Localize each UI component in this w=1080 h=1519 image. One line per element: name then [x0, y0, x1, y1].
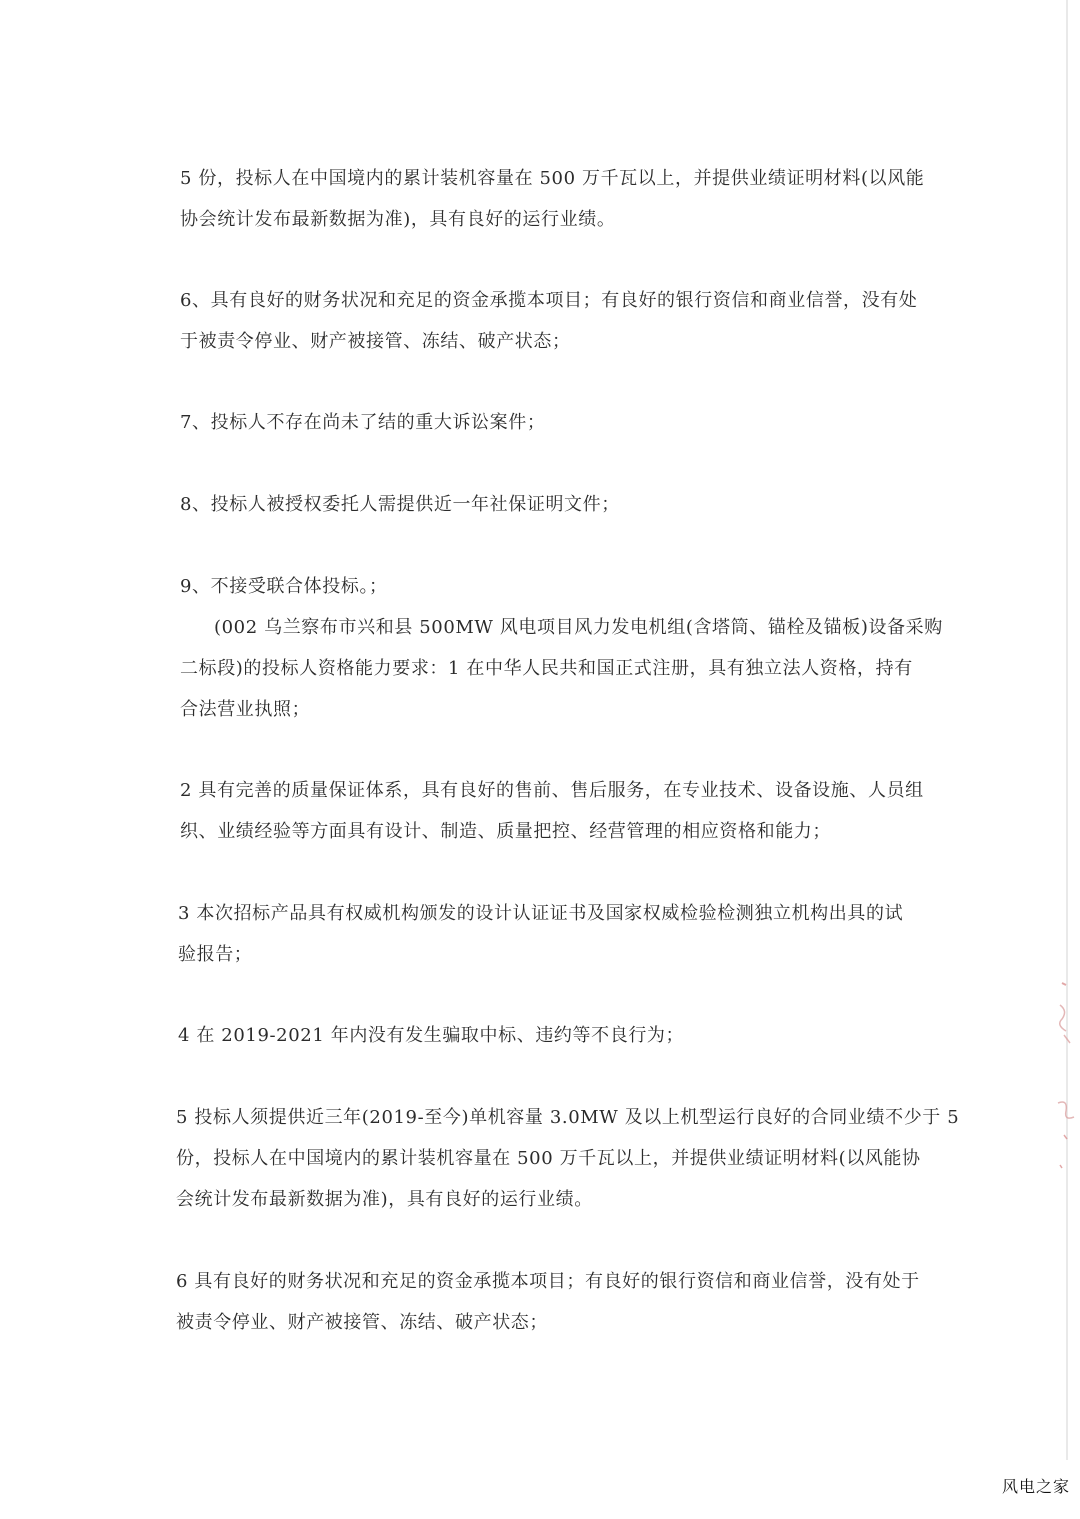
paragraph-p3: [180, 402, 545, 443]
text-line: 4 在 2019-2021 年内没有发生骗取中标、违约等不良行为；: [178, 1025, 685, 1046]
paragraph-p10: [176, 1097, 959, 1220]
page-edge-shadow: [1066, 0, 1068, 1460]
text-line: 6、具有良好的财务状况和充足的资金承揽本项目；有良好的银行资信和商业信誉，没有处: [180, 290, 918, 311]
text-line: 份，投标人在中国境内的累计装机容量在 500 万千瓦以上，并提供业绩证明材料(以风能协: [176, 1148, 921, 1169]
text-line: 于被责令停业、财产被接管、冻结、破产状态；: [180, 331, 571, 352]
paragraph-p2: [180, 280, 917, 362]
text-line: 8、投标人被授权委托人需提供近一年社保证明文件；: [180, 494, 620, 515]
paragraph-p1: [180, 158, 924, 240]
text-line: 6 具有良好的财务状况和充足的资金承揽本项目；有良好的银行资信和商业信誉，没有处于: [176, 1271, 920, 1292]
text-line: 协会统计发布最新数据为准)，具有良好的运行业绩。: [180, 209, 616, 230]
paragraph-p9: [178, 1015, 684, 1056]
text-line: 3 本次招标产品具有权威机构颁发的设计认证证书及国家权威检验检测独立机构出具的试: [178, 903, 904, 924]
text-line: 被责令停业、财产被接管、冻结、破产状态；: [176, 1312, 548, 1333]
paragraph-p11: [176, 1261, 920, 1343]
text-line: 5 投标人须提供近三年(2019-至今)单机容量 3.0MW 及以上机型运行良好的合同业绩不少于 5: [176, 1107, 960, 1128]
text-line: 验报告；: [178, 944, 253, 965]
text-line: 二标段)的投标人资格能力要求：1 在中华人民共和国正式注册，具有独立法人资格，持有: [180, 658, 913, 679]
paragraph-p7: [180, 770, 924, 852]
text-line: 会统计发布最新数据为准)，具有良好的运行业绩。: [176, 1189, 593, 1210]
text-line: 7、投标人不存在尚未了结的重大诉讼案件；: [180, 412, 546, 433]
paragraph-p4: [180, 484, 620, 525]
text-line: 2 具有完善的质量保证体系，具有良好的售前、售后服务，在专业技术、设备设施、人员组: [180, 780, 924, 801]
paragraph-p6: [180, 607, 943, 730]
text-line: 5 份，投标人在中国境内的累计装机容量在 500 万千瓦以上，并提供业绩证明材料(以风能: [180, 168, 925, 189]
text-line: (002 乌兰察布市兴和县 500MW 风电项目风力发电机组(含塔筒、锚栓及锚板)设备采购: [214, 617, 943, 638]
text-line: 9、不接受联合体投标。；: [180, 576, 388, 597]
seal-bleed-mark: [1050, 975, 1080, 1175]
text-line: 合法营业执照；: [180, 699, 311, 720]
paragraph-p8: [178, 893, 903, 975]
watermark-text: 风电之家: [1001, 1477, 1070, 1496]
paragraph-p5: [180, 566, 388, 607]
text-line: 织、业绩经验等方面具有设计、制造、质量把控、经营管理的相应资格和能力；: [180, 821, 831, 842]
